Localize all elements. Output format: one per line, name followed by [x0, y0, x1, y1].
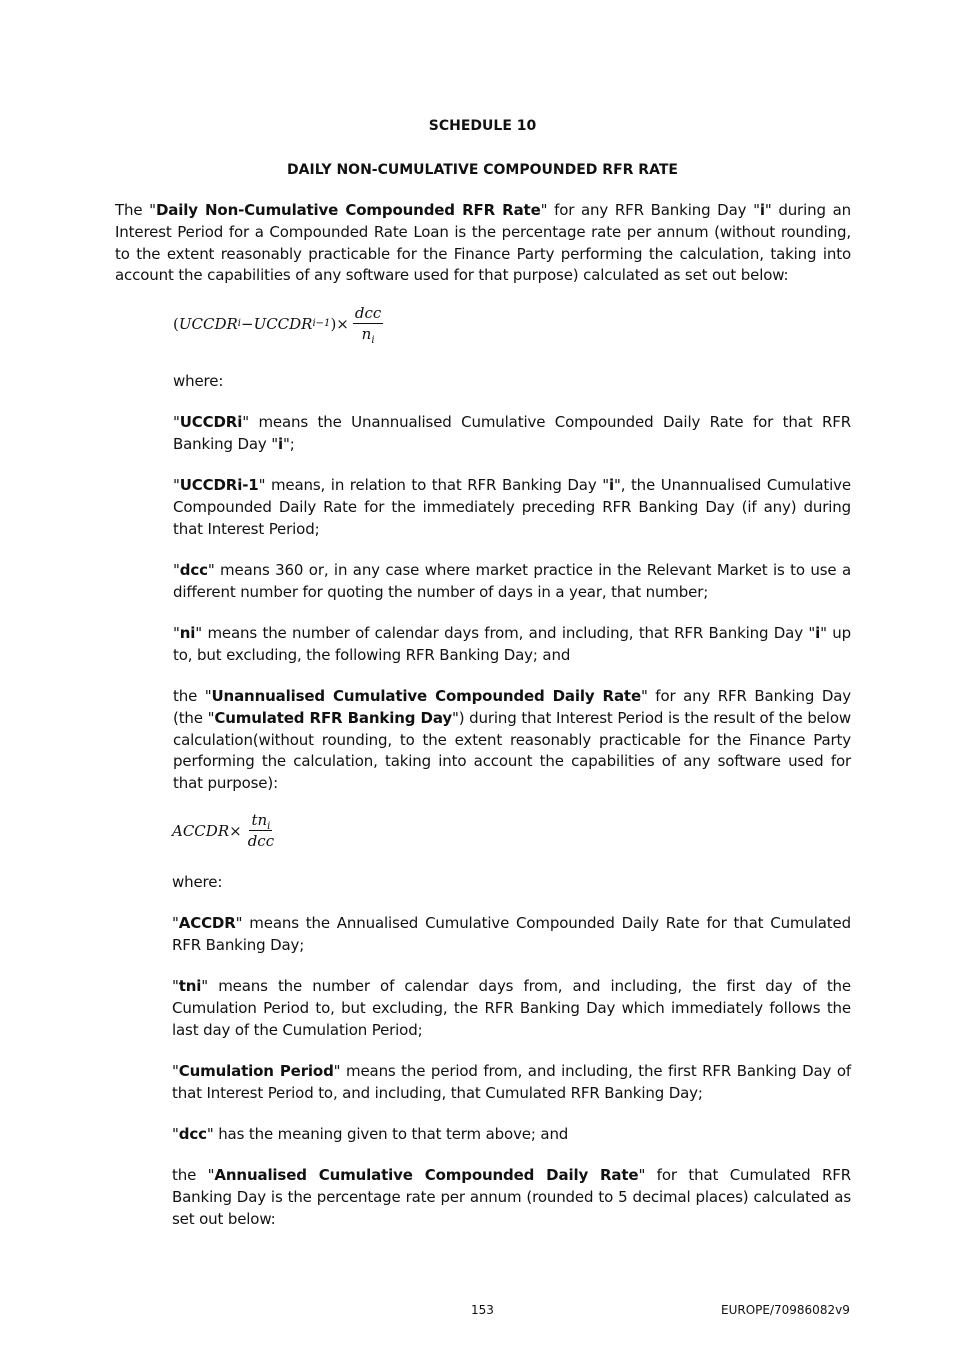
definition-tni: "tni" means the number of calendar days from, and including, the first day of the Cumulation Period to, but excluding, the RFR Banking Day which immediately follows the last day of the Cumulation Period; [172, 977, 851, 1039]
definition-accdr: "ACCDR" means the Annualised Cumulative Compounded Daily Rate for that Cumulated RFR Banking Day; [172, 914, 851, 954]
definition-ni: "ni" means the number of calendar days from, and including, that RFR Banking Day "i" up to, but excluding, the following RFR Banking Day; and [173, 624, 851, 664]
where-label-1: where: [173, 372, 224, 390]
definition-annualised-rate: the "Annualised Cumulative Compounded Daily Rate" for that Cumulated RFR Banking Day is the percentage rate per annum (rounded to 5 decimal places) calculated as set out below: [172, 1166, 851, 1228]
term-i: i [759, 201, 765, 219]
schedule-title: SCHEDULE 10 [428, 118, 537, 134]
intro-paragraph: The "Daily Non-Cumulative Compounded RFR Rate" for any RFR Banking Day "i" during an Interest Period for a Compounded Rate Loan is the percentage rate per annum (without rounding, to the extent reasonably practicable for the Finance Party performing the calculation, taking into account the capabilities of any software used for that purpose) calculated as set out below: [115, 201, 851, 285]
term-daily-non-cumulative: Daily Non-Cumulative Compounded RFR Rate [155, 201, 541, 219]
where-label-2: where: [172, 873, 223, 891]
formula-unannualised: ACCDR × $\frac{tn_i}{\text{dcc}}$ [172, 811, 275, 850]
definition-dcc-reference: "dcc" has the meaning given to that term above; and [172, 1125, 569, 1143]
schedule-subtitle: DAILY NON-CUMULATIVE COMPOUNDED RFR RATE [287, 162, 678, 178]
page-number: 153 [471, 1303, 494, 1317]
definition-uccdri: "UCCDRi" means the Unannualised Cumulative Compounded Daily Rate for that RFR Banking Day "i"; [173, 413, 851, 453]
document-reference: EUROPE/70986082v9 [721, 1303, 850, 1317]
definition-uccdri-1: "UCCDRi-1" means, in relation to that RFR Banking Day "i", the Unannualised Cumulative Compounded Daily Rate for the immediately preceding RFR Banking Day (if any) during that Interest Period; [173, 476, 851, 538]
definition-dcc: "dcc" means 360 or, in any case where market practice in the Relevant Market is to use a different number for quoting the number of days in a year, that number; [173, 561, 851, 601]
formula-daily-rate: ( UCCDR i − UCCDR i−1 ) × $\frac{\text{dcc}}{n_i}$ [173, 304, 382, 346]
fraction-dcc-over-ni: $\frac{\text{dcc}}{n_i}$ [354, 304, 382, 346]
fraction-tni-over-dcc: $\frac{tn_i}{\text{dcc}}$ [247, 811, 275, 850]
definition-unannualised-rate: the "Unannualised Cumulative Compounded Daily Rate" for any RFR Banking Day (the "Cumulated RFR Banking Day") during that Interest Period is the result of the below calculation(without rounding, to the extent reasonably practicable for the Finance Party performing the calculation, taking into account the capabilities of any software used for that purpose): [173, 687, 851, 793]
definition-cumulation-period: "Cumulation Period" means the period from, and including, the first RFR Banking Day of that Interest Period to, and including, that Cumulated RFR Banking Day; [172, 1062, 851, 1102]
